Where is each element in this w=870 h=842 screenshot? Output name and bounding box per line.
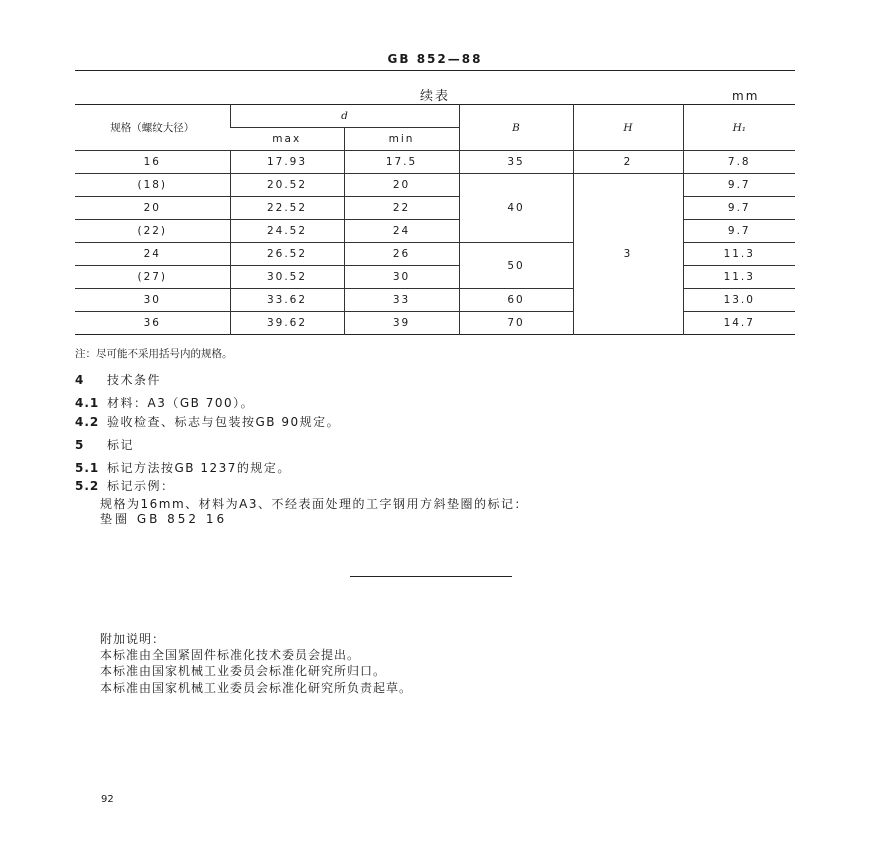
section-title: 标记 (107, 438, 135, 452)
cell-H: 2 (573, 151, 683, 174)
marking-example: 垫圈 GB 852 16 (100, 512, 228, 526)
section-5 (75, 436, 134, 453)
clause-number: 4.1 (75, 396, 100, 410)
table-row (75, 174, 795, 197)
cell-spec: (27) (75, 266, 230, 289)
header-d-min: min (344, 128, 459, 151)
cell-spec: 24 (75, 243, 230, 266)
clause-text: 标记示例： (107, 479, 175, 493)
table-row (75, 312, 795, 335)
cell-d-max: 26.52 (230, 243, 344, 266)
header-spec: 规格（螺纹大径） (110, 122, 195, 134)
cell-d-min: 24 (344, 220, 459, 243)
table-row (75, 197, 795, 220)
cell-B: 60 (459, 289, 573, 312)
clause-4-1 (75, 394, 254, 411)
cell-H1: 11.3 (683, 266, 795, 289)
cell-d-min: 20 (344, 174, 459, 197)
cell-d-max: 24.52 (230, 220, 344, 243)
dimension-table (75, 104, 795, 335)
cell-d-max: 22.52 (230, 197, 344, 220)
clause-number: 4.2 (75, 415, 100, 429)
cell-d-max: 30.52 (230, 266, 344, 289)
section-title: 技术条件 (107, 373, 162, 387)
clause-text: 验收检查、标志与包装按GB 90规定。 (107, 415, 341, 429)
cell-d-min: 30 (344, 266, 459, 289)
section-number: 4 (75, 373, 85, 387)
addendum-title: 附加说明： (100, 632, 166, 646)
cell-B: 35 (459, 151, 573, 174)
cell-d-max: 20.52 (230, 174, 344, 197)
clause-text: 标记方法按GB 1237的规定。 (107, 461, 291, 475)
cell-B: 50 (459, 243, 573, 289)
page-number: 92 (101, 794, 114, 805)
header-rule (75, 70, 795, 71)
cell-d-max: 39.62 (230, 312, 344, 335)
marking-example-description: 规格为16mm、材料为A3、不经表面处理的工字钢用方斜垫圈的标记： (100, 497, 528, 511)
cell-d-max: 33.62 (230, 289, 344, 312)
clause-text: 材料：A3（GB 700）。 (107, 396, 255, 410)
cell-H1: 9.7 (683, 220, 795, 243)
clause-number: 5.2 (75, 479, 100, 493)
header-d: d (230, 105, 459, 128)
cell-spec: (22) (75, 220, 230, 243)
table-unit: mm (732, 89, 760, 103)
cell-H1: 7.8 (683, 151, 795, 174)
cell-H1: 14.7 (683, 312, 795, 335)
header-d-max: max (230, 128, 344, 151)
clause-4-2 (75, 413, 340, 430)
clause-number: 5.1 (75, 461, 100, 475)
cell-spec: (18) (75, 174, 230, 197)
standard-header: GB 852—88 (387, 52, 483, 66)
cell-d-min: 26 (344, 243, 459, 266)
cell-H1: 9.7 (683, 197, 795, 220)
table-row (75, 289, 795, 312)
cell-d-min: 33 (344, 289, 459, 312)
cell-B: 40 (459, 174, 573, 243)
table-note: 注：尽可能不采用括号内的规格。 (75, 348, 233, 360)
section-4 (75, 371, 161, 388)
cell-d-min: 39 (344, 312, 459, 335)
clause-5-2 (75, 477, 175, 494)
cell-spec: 30 (75, 289, 230, 312)
section-divider (350, 576, 512, 577)
cell-B: 70 (459, 312, 573, 335)
table-row (75, 220, 795, 243)
header-H: H (573, 105, 683, 151)
cell-H1: 11.3 (683, 243, 795, 266)
cell-d-min: 17.5 (344, 151, 459, 174)
cell-spec: 36 (75, 312, 230, 335)
cell-H: 3 (573, 174, 683, 335)
table-row (75, 151, 795, 174)
section-number: 5 (75, 438, 85, 452)
header-H1: H₁ (683, 105, 795, 151)
table-row (75, 243, 795, 266)
cell-H1: 9.7 (683, 174, 795, 197)
addendum-line: 本标准由全国紧固件标准化技术委员会提出。 (100, 648, 361, 662)
cell-d-max: 17.93 (230, 151, 344, 174)
cell-spec: 20 (75, 197, 230, 220)
cell-H1: 13.0 (683, 289, 795, 312)
addendum-line: 本标准由国家机械工业委员会标准化研究所归口。 (100, 664, 387, 678)
clause-5-1 (75, 459, 291, 476)
table-caption: 续表 (419, 89, 450, 104)
cell-spec: 16 (75, 151, 230, 174)
addendum-line: 本标准由国家机械工业委员会标准化研究所负责起草。 (100, 681, 413, 695)
cell-d-min: 22 (344, 197, 459, 220)
header-B: B (459, 105, 573, 151)
table-header-row (75, 105, 795, 128)
table-row (75, 266, 795, 289)
